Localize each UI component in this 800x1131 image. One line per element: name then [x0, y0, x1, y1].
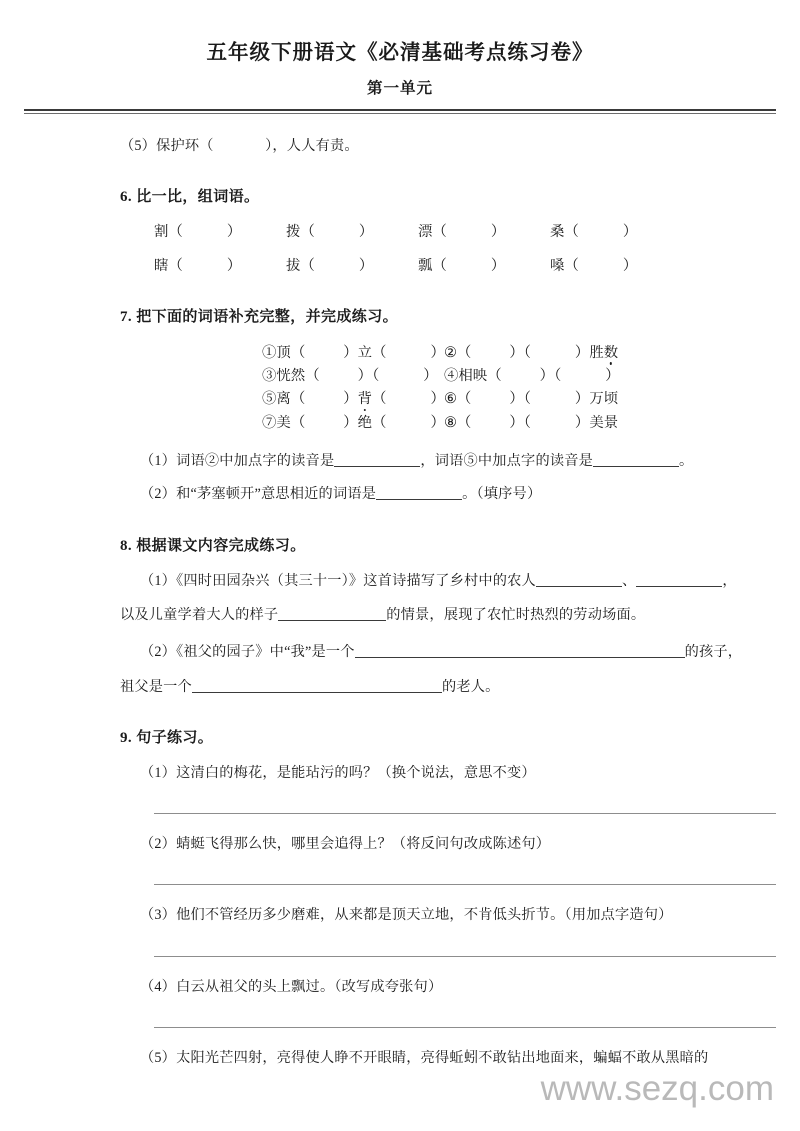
char-pair-cell[interactable]	[550, 256, 682, 277]
idiom-post: 美景	[589, 414, 619, 431]
paren-close: ）	[430, 414, 445, 431]
question-8-sub-2-line2-b: 的老人。	[441, 678, 500, 695]
question-6-row-1	[154, 222, 776, 243]
answer-blank[interactable]	[192, 679, 442, 693]
paren-close: ）	[490, 223, 506, 240]
question-7-sub-2-text-a: （2）和“茅塞顿开”意思相近的词语是	[140, 486, 377, 503]
paren-open: （	[432, 257, 447, 274]
idiom-mid: 立	[357, 344, 373, 361]
question-8-sub-2-text-a: （2）《祖父的园子》中“我”是一个	[140, 644, 355, 661]
paren-open: （	[523, 344, 531, 361]
question-8-sub-2-line-1	[140, 642, 776, 663]
paren-close: ）	[539, 368, 555, 385]
paren-open: （	[372, 368, 380, 385]
carryover-item-5	[120, 136, 776, 157]
question-8-sub-2-line2-a: 祖父是一个	[120, 678, 192, 695]
idiom-item[interactable]	[262, 342, 444, 365]
question-7-sub-1-text-c: 。	[679, 453, 694, 470]
char-glyph: 瓢	[418, 257, 433, 274]
paren-close: ）	[357, 368, 373, 385]
paren-open: （	[554, 368, 562, 385]
question-8-sub-2-text-b: 的孩子，	[684, 644, 743, 661]
idiom-mid: 绝	[357, 414, 373, 431]
paren-open: （	[487, 368, 502, 385]
answer-blank[interactable]	[536, 573, 622, 587]
idiom-item[interactable]	[444, 388, 626, 411]
question-7-row-3	[262, 388, 776, 411]
paren-close: ）	[343, 391, 358, 408]
paren-close: ）	[430, 344, 445, 361]
answer-blank[interactable]	[334, 453, 420, 467]
paren-close: ）	[509, 344, 524, 361]
idiom-item[interactable]	[262, 365, 444, 388]
paren-open: （	[305, 368, 320, 385]
answer-blank[interactable]	[636, 573, 722, 587]
paren-open: （	[300, 257, 315, 274]
char-glyph: 割	[154, 223, 169, 240]
paren-open: （	[168, 257, 183, 274]
idiom-number: ⑥	[444, 391, 457, 408]
question-6-heading: 6. 比一比，组词语。	[120, 188, 260, 205]
paren-close: ）	[430, 391, 445, 408]
question-9-item-5: （5）太阳光芒四射，亮得使人睁不开眼睛，亮得蚯蚓不敢钻出地面来，蝙蝠不敢从黑暗的	[140, 1050, 709, 1066]
question-7-sub-2	[140, 484, 776, 505]
worksheet-body	[0, 114, 800, 1070]
idiom-item[interactable]	[262, 412, 444, 435]
question-7-sub-1-text-a: （1）词语②中加点字的读音是	[140, 453, 335, 470]
char-pair-cell[interactable]	[418, 256, 550, 277]
paren-close: ）	[343, 414, 358, 431]
paren-open: （	[290, 344, 306, 361]
idiom-item[interactable]	[444, 412, 626, 435]
question-8-sub-1-sep: 、	[621, 572, 637, 589]
char-pair-cell[interactable]	[286, 256, 418, 277]
answer-blank[interactable]	[278, 607, 386, 621]
paren-open: （	[564, 223, 579, 240]
paren-open: （	[564, 257, 579, 274]
question-7-sub-1	[140, 451, 776, 472]
idiom-number: ②	[444, 344, 457, 361]
char-glyph: 瞎	[154, 257, 169, 274]
question-7-sub-1-text-b: ，词语⑤中加点字的读音是	[420, 453, 593, 470]
paren-close: ）	[574, 414, 590, 431]
paren-close: ）	[605, 368, 620, 385]
carryover-item-5-suffix: ），人人有责。	[265, 137, 359, 154]
paren-close: ）	[574, 344, 590, 361]
idiom-pre: 顶	[276, 344, 291, 361]
idiom-number: ③	[262, 368, 277, 385]
paren-close: ）	[509, 414, 524, 431]
question-7-sub-2-text-b: 。（填序号）	[462, 486, 542, 503]
paren-open: （	[456, 391, 472, 408]
char-glyph: 嗓	[550, 257, 565, 274]
page-title: 五年级下册语文《必清基础考点练习卷》	[206, 42, 594, 64]
question-8-sub-1-line-2	[120, 605, 776, 626]
idiom-post: 万顷	[589, 391, 619, 408]
char-glyph: 拔	[286, 257, 301, 274]
char-pair-cell[interactable]	[418, 222, 550, 243]
page-header	[0, 0, 800, 98]
paren-close: ）	[358, 257, 374, 274]
idiom-number: ⑤	[262, 391, 277, 408]
char-pair-cell[interactable]	[154, 222, 286, 243]
paren-open: （	[523, 391, 531, 408]
paren-close: ）	[622, 223, 638, 240]
question-8-sub-1-line2-a: 以及儿童学着大人的样子	[120, 606, 279, 623]
question-9-item-4: （4）白云从祖父的头上飘过。（改写成夸张句）	[140, 978, 443, 995]
idiom-pre: 离	[276, 391, 291, 408]
paren-close: ）	[358, 223, 374, 240]
carryover-item-5-prefix: （5）保护环（	[120, 137, 214, 154]
idiom-post: 胜	[589, 344, 604, 361]
emphasis-dot-char: 背	[357, 391, 373, 408]
idiom-pre: 恍然	[276, 368, 306, 385]
idiom-item[interactable]	[444, 365, 626, 388]
emphasis-dot-char: 数	[603, 344, 619, 361]
char-glyph: 拨	[286, 223, 301, 240]
idiom-pre: 美	[276, 414, 291, 431]
paren-open: （	[372, 391, 387, 408]
paren-open: （	[523, 414, 531, 431]
answer-blank[interactable]	[355, 644, 685, 658]
idiom-item[interactable]	[262, 388, 444, 411]
question-9-item-2: （2）蜻蜓飞得那么快，哪里会追得上？（将反问句改成陈述句）	[140, 836, 551, 853]
question-8-sub-1-text-c: ，	[722, 572, 737, 589]
paren-open: （	[372, 414, 387, 431]
paren-close: ）	[423, 368, 438, 385]
paren-close: ）	[490, 257, 506, 274]
question-8-sub-2-line-2	[120, 677, 776, 698]
paren-open: （	[456, 414, 472, 431]
char-pair-cell[interactable]	[286, 222, 418, 243]
question-9-item-1: （1）这清白的梅花，是能玷污的吗？（换个说法，意思不变）	[140, 764, 536, 781]
question-8-heading: 8. 根据课文内容完成练习。	[120, 537, 306, 554]
question-8-sub-1-line-1	[140, 571, 776, 592]
answer-blank[interactable]	[376, 486, 462, 500]
question-7-row-4	[262, 412, 776, 435]
paren-close: ）	[509, 391, 524, 408]
idiom-pre: 相映	[458, 368, 488, 385]
question-9-item-3: （3）他们不管经历多少磨难，从来都是顶天立地，不肯低头折节。（用加点字造句）	[140, 907, 673, 924]
idiom-number: ⑦	[262, 414, 277, 431]
question-8-sub-1-text-a: （1）《四时田园杂兴（其三十一）》这首诗描写了乡村中的农人	[140, 572, 536, 589]
char-pair-cell[interactable]	[154, 256, 286, 277]
page-subtitle: 第一单元	[366, 79, 433, 97]
question-7-row-1	[262, 342, 776, 365]
idiom-number: ①	[262, 344, 277, 361]
paren-close: ）	[226, 257, 242, 274]
question-8-sub-1-line2-b: 的情景，展现了农忙时热烈的劳动场面。	[386, 606, 646, 623]
site-watermark: www.sezq.com	[540, 1069, 774, 1108]
char-glyph: 桑	[550, 223, 565, 240]
paren-open: （	[456, 344, 472, 361]
idiom-number: ⑧	[444, 414, 457, 431]
idiom-number: ④	[444, 368, 459, 385]
paren-close: ）	[343, 344, 358, 361]
paren-close: ）	[574, 391, 590, 408]
char-glyph: 漂	[418, 223, 433, 240]
question-7-row-2	[262, 365, 776, 388]
paren-open: （	[372, 344, 387, 361]
paren-open: （	[168, 223, 183, 240]
idiom-item[interactable]	[444, 342, 626, 365]
paren-open: （	[290, 391, 306, 408]
char-pair-cell[interactable]	[550, 222, 682, 243]
question-6-row-2	[154, 256, 776, 277]
answer-blank[interactable]	[593, 453, 679, 467]
paren-close: ）	[622, 257, 638, 274]
paren-open: （	[290, 414, 306, 431]
question-7-heading: 7. 把下面的词语补充完整，并完成练习。	[120, 308, 399, 325]
paren-open: （	[300, 223, 315, 240]
paren-open: （	[432, 223, 447, 240]
question-9-heading: 9. 句子练习。	[120, 729, 214, 746]
paren-close: ）	[226, 223, 242, 240]
